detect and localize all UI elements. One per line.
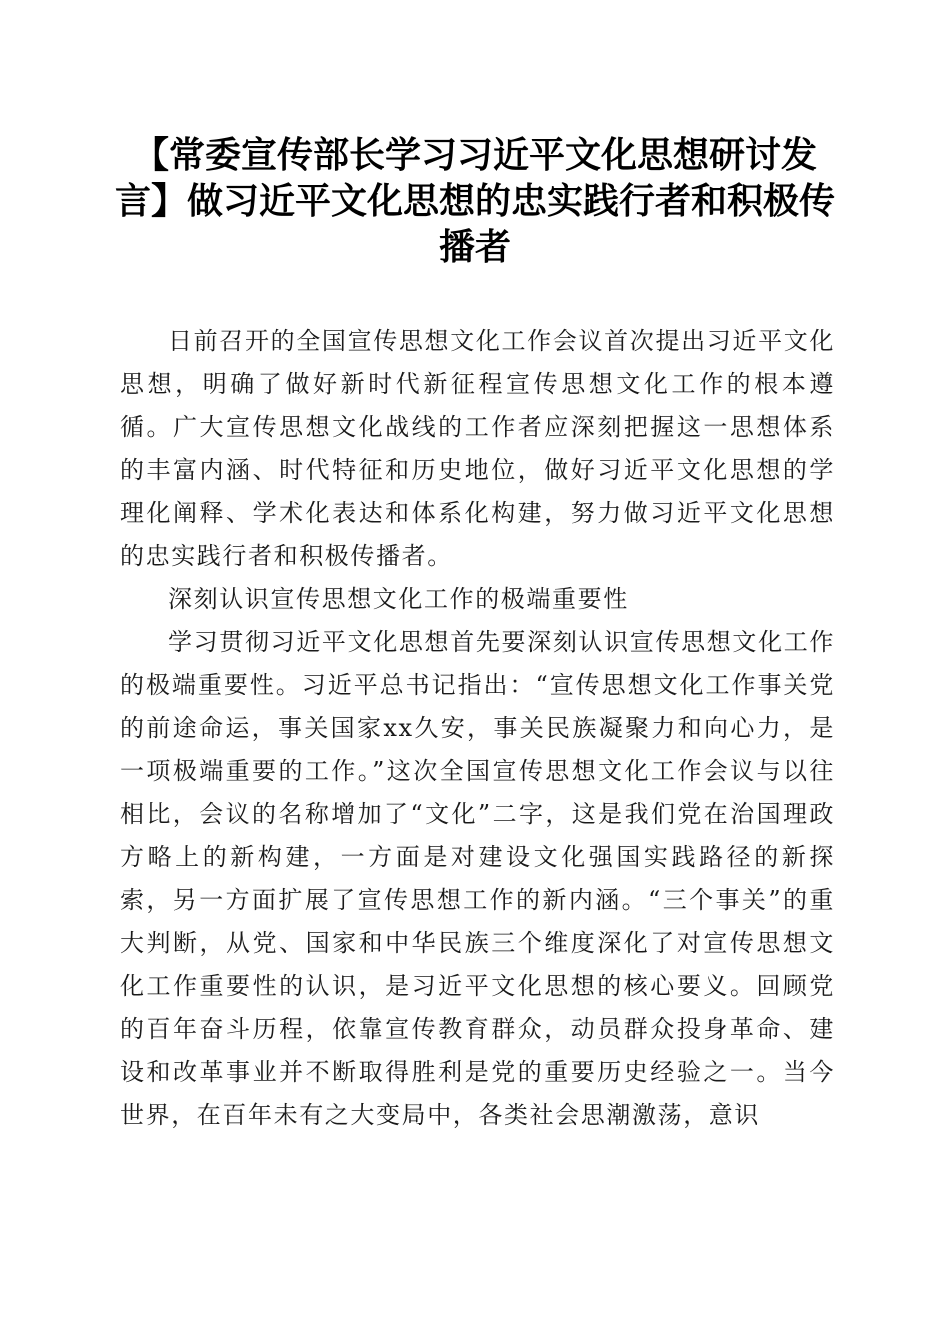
document-title: 【常委宣传部长学习习近平文化思想研讨发言】做习近平文化思想的忠实践行者和积极传播者	[114, 134, 835, 268]
paragraph-section-body: 学习贯彻习近平文化思想首先要深刻认识宣传思想文化工作的极端重要性。习近平总书记指出：“宣传思想文化工作事关党的前途命运，事关国家xx久安，事关民族凝聚力和向心力，是一项极端重要的工作。”这次全国宣传思想文化工作会议与以往相比，会议的名称增加了“文化”二字，这是我们党在治国理政方略上的新构建，一方面是对建设文化强国实践路径的新探索，另一方面扩展了宣传思想工作的新内涵。“三个事关”的重大判断，从党、国家和中华民族三个维度深化了对宣传思想文化工作重要性的认识，是习近平文化思想的核心要义。回顾党的百年奋斗历程，依靠宣传教育群众，动员群众投身革命、建设和改革事业并不断取得胜利是党的重要历史经验之一。当今世界，在百年未有之大变局中，各类社会思潮激荡，意识	[120, 628, 835, 1129]
document-body	[120, 320, 835, 1137]
paragraph-intro: 日前召开的全国宣传思想文化工作会议首次提出习近平文化思想，明确了做好新时代新征程宣传思想文化工作的根本遵循。广大宣传思想文化战线的工作者应深刻把握这一思想体系的丰富内涵、时代特征和历史地位，做好习近平文化思想的学理化阐释、学术化表达和体系化构建，努力做习近平文化思想的忠实践行者和积极传播者。	[120, 327, 835, 570]
section-heading: 深刻认识宣传思想文化工作的极端重要性	[168, 585, 629, 613]
